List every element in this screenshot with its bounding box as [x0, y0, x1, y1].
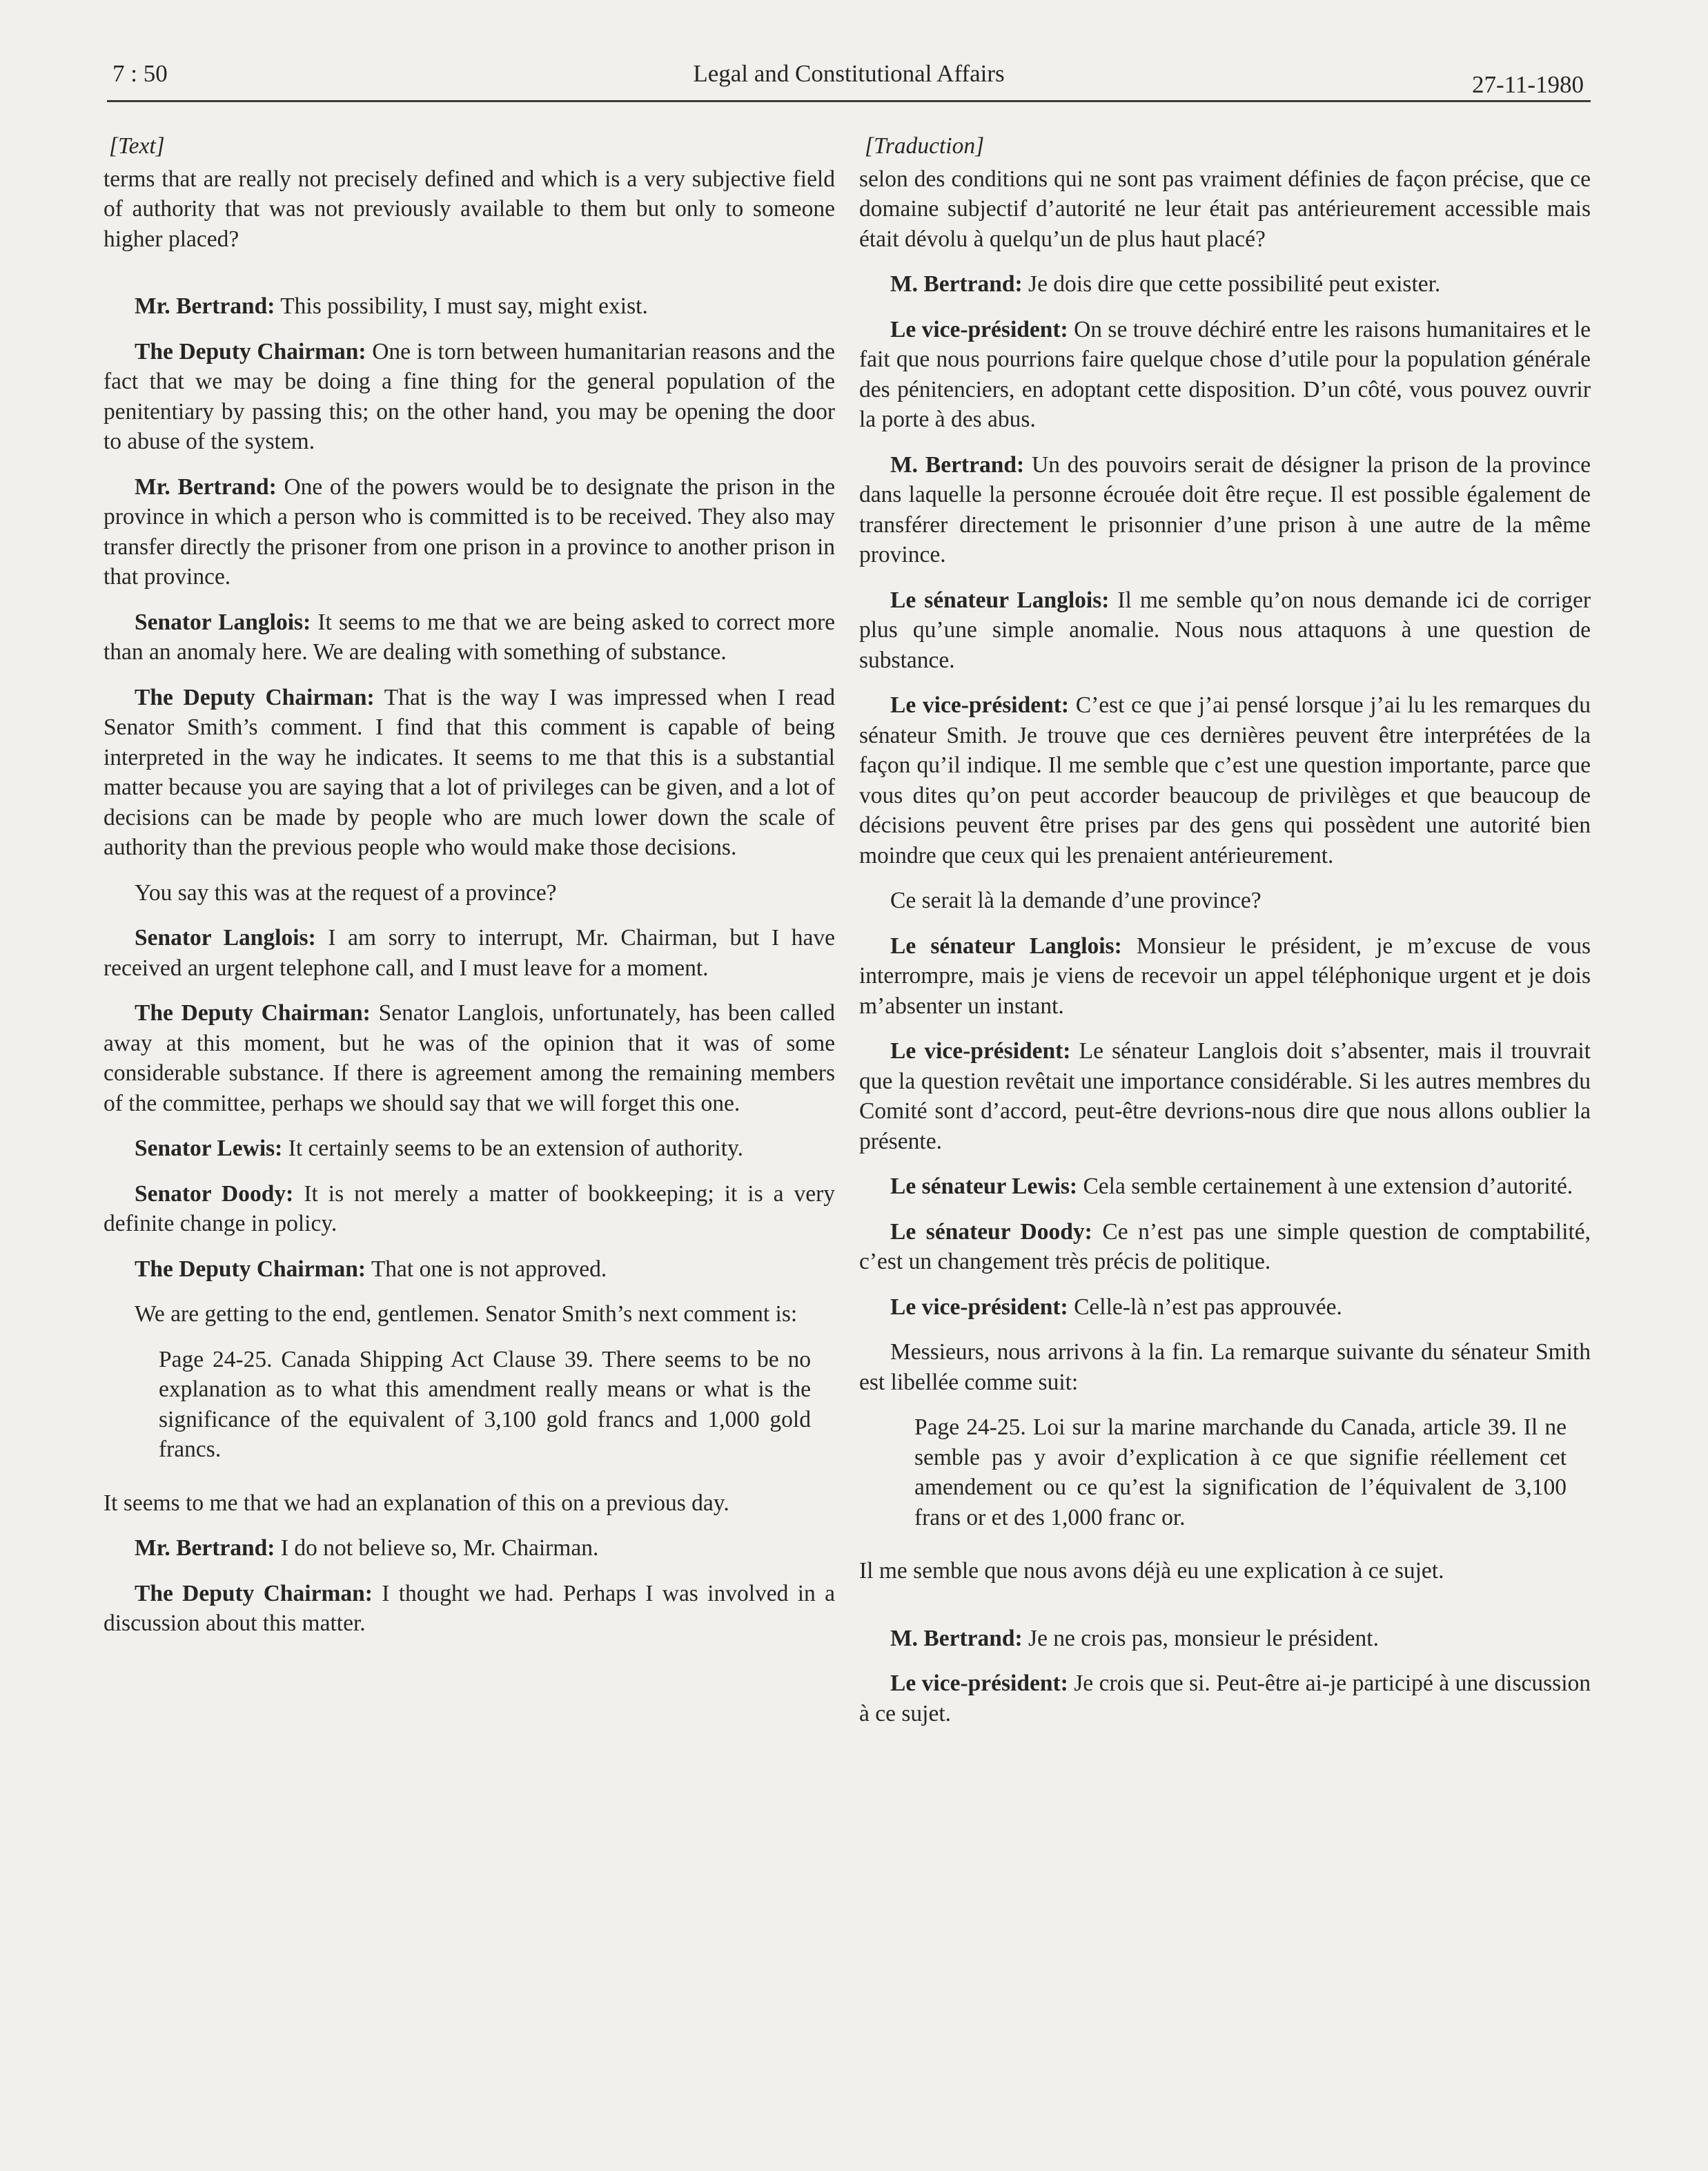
- speech-paragraph: [104, 1299, 835, 1330]
- speech-paragraph: [859, 886, 1591, 916]
- speech-list: [859, 269, 1591, 1397]
- speech-paragraph: [104, 1579, 835, 1639]
- english-column: [104, 131, 835, 1654]
- speech-paragraph: [859, 315, 1591, 435]
- speaker-name: Mr. Bertrand:: [135, 1535, 275, 1561]
- speech-paragraph: [104, 607, 835, 668]
- speech-paragraph: [104, 1254, 835, 1285]
- page-number: 7 : 50: [112, 60, 168, 87]
- speaker-name: Le sénateur Langlois:: [890, 933, 1122, 959]
- speech-text: It seems to me that we are being asked to correct more than an anomaly here. We are dealing with something of substance.: [104, 609, 835, 665]
- speech-text: Ce n’est pas une simple question de comptabilité, c’est un changement très précis de politique.: [859, 1218, 1591, 1274]
- speech-paragraph: [859, 690, 1591, 870]
- speech-text: Je dois dire que cette possibilité peut exister.: [1028, 271, 1441, 297]
- speech-text: Ce serait là la demande d’une province?: [890, 888, 1262, 913]
- speech-text: Cela semble certainement à une extension d’autorité.: [1083, 1174, 1573, 1199]
- speaker-name: Senator Lewis:: [135, 1136, 283, 1161]
- speech-paragraph: [104, 472, 835, 592]
- after-quote-paragraph: It seems to me that we had an explanation of this on a previous day.: [104, 1490, 729, 1516]
- speaker-name: Le sénateur Lewis:: [890, 1174, 1078, 1199]
- speech-paragraph: [104, 1133, 835, 1164]
- speech-paragraph: [859, 1337, 1591, 1397]
- speaker-name: Mr. Bertrand:: [135, 293, 275, 319]
- speaker-name: Senator Doody:: [135, 1180, 294, 1207]
- speech-text: C’est ce que j’ai pensé lorsque j’ai lu les remarques du sénateur Smith. Je trouve que ces dernières peuvent être interprétées de la façon qu’il indique. Il me semble que c’est une question importante, parce que vous dites qu’on peut accorder beaucoup de privilèges et que beaucoup de décisions peuvent être prises par des gens qui possèdent une autorité bien moindre que ceux qui les prenaient antérieurement.: [859, 692, 1591, 868]
- speech-text: One of the powers would be to designate the prison in the province in which a person who is committed is to be received. They also may transfer directly the prisoner from one prison in a province to another prison in that province.: [104, 474, 835, 590]
- quoted-comment: Page 24-25. Canada Shipping Act Clause 39. There seems to be no explanation as to what this amendment really means or what is the significance of the equivalent of 3,100 gold francs and 1,000 gold francs.: [159, 1346, 811, 1462]
- speech-paragraph: [104, 1533, 835, 1564]
- speech-paragraph: [859, 1036, 1591, 1156]
- speech-text: Monsieur le président, je m’excuse de vous interrompre, mais je viens de recevoir un appel téléphonique urgent et je dois m’absenter un instant.: [859, 933, 1591, 1019]
- speaker-name: Le vice-président:: [890, 316, 1068, 342]
- speaker-name: M. Bertrand:: [890, 1625, 1023, 1651]
- speech-text: Un des pouvoirs serait de désigner la prison de la province dans laquelle la personne écrouée doit être reçue. Il est possible également de transférer directement le prisonnier d’une prison à une autre de la même province.: [859, 451, 1591, 567]
- speech-paragraph: [859, 1292, 1591, 1323]
- speech-list: [104, 291, 835, 1330]
- speech-text: We are getting to the end, gentlemen. Senator Smith’s next comment is:: [135, 1301, 798, 1327]
- speech-text: Messieurs, nous arrivons à la fin. La remarque suivante du sénateur Smith est libellée comme suit:: [859, 1339, 1591, 1395]
- speech-paragraph: [859, 1624, 1591, 1654]
- speech-text: Celle-là n’est pas approuvée.: [1074, 1294, 1342, 1320]
- intro-paragraph: selon des conditions qui ne sont pas vraiment définies de façon précise, que ce domaine subjectif d’autorité ne leur était pas antérieurement accessible mais était dévolu à quelqu’un de plus haut placé?: [859, 166, 1591, 252]
- speech-paragraph: [859, 585, 1591, 676]
- speaker-name: The Deputy Chairman:: [135, 1000, 371, 1026]
- speech-text: It is not merely a matter of bookkeeping; it is a very definite change in policy.: [104, 1180, 836, 1236]
- speaker-name: Mr. Bertrand:: [135, 474, 277, 500]
- speech-text: I do not believe so, Mr. Chairman.: [280, 1535, 599, 1561]
- speech-paragraph: [104, 683, 835, 863]
- closing-list: [859, 1624, 1591, 1729]
- speech-text: I thought we had. Perhaps I was involved in a discussion about this matter.: [104, 1580, 835, 1636]
- closing-list: [104, 1533, 835, 1639]
- after-quote-paragraph: Il me semble que nous avons déjà eu une explication à ce sujet.: [859, 1558, 1444, 1584]
- quoted-comment: Page 24-25. Loi sur la marine marchande du Canada, article 39. Il ne semble pas y avoir d’explication à ce que signifie réellement cet amendement ou ce qu’est la signification de l’équivalent de 3,100 frans or et des 1,000 franc or.: [914, 1414, 1567, 1530]
- speech-text: Senator Langlois, unfortunately, has been called away at this moment, but he was of the opinion that it was of some considerable substance. If there is agreement among the remaining members of the committee, perhaps we should say that we will forget this one.: [104, 1000, 835, 1116]
- french-column: [859, 131, 1591, 1744]
- speech-text: That is the way I was impressed when I read Senator Smith’s comment. I find that this comment is capable of being interpreted in the way he indicates. It seems to me that this is a substantial matter because you are saying that a lot of privileges can be given, and a lot of decisions can be made by people who are much lower down the scale of authority than the previous people who would make those decisions.: [104, 684, 835, 860]
- speech-text: On se trouve déchiré entre les raisons humanitaires et le fait que nous pourrions faire quelque chose d’utile pour la population générale des pénitenciers, en adoptant cette disposition. D’un côté, vous pouvez ouvrir la porte à des abus.: [859, 316, 1591, 432]
- speech-text: Je crois que si. Peut-être ai-je participé à une discussion à ce sujet.: [859, 1671, 1591, 1726]
- speech-paragraph: [859, 269, 1591, 300]
- speaker-name: Le vice-président:: [890, 692, 1070, 718]
- speech-paragraph: [859, 931, 1591, 1022]
- running-title: Legal and Constitutional Affairs: [693, 60, 1005, 87]
- speaker-name: Le vice-président:: [890, 1671, 1068, 1696]
- speech-text: That one is not approved.: [371, 1256, 607, 1282]
- speech-paragraph: [104, 337, 835, 457]
- header-date: 27-11-1980: [1471, 71, 1584, 98]
- speech-text: Je ne crois pas, monsieur le président.: [1028, 1625, 1379, 1651]
- speech-text: I am sorry to interrupt, Mr. Chairman, but I have received an urgent telephone call, and I must leave for a moment.: [104, 925, 835, 981]
- speech-paragraph: [859, 1217, 1591, 1277]
- speech-paragraph: [104, 923, 835, 983]
- speaker-name: M. Bertrand:: [890, 271, 1023, 297]
- speaker-name: Le vice-président:: [890, 1294, 1068, 1320]
- speech-text: Le sénateur Langlois doit s’absenter, mais il trouvrait que la question revêtait une importance considérable. Si les autres membres du Comité sont d’accord, peut-être devrions-nous dire que nous allons oublier la présente.: [859, 1038, 1591, 1154]
- intro-paragraph: terms that are really not precisely defined and which is a very subjective field of authority that was not previously available to them but only to someone higher placed?: [104, 166, 835, 252]
- speaker-name: Senator Langlois:: [135, 609, 311, 635]
- speaker-name: The Deputy Chairman:: [135, 684, 375, 710]
- speech-paragraph: [104, 1179, 835, 1239]
- speech-paragraph: [104, 291, 835, 322]
- speech-text: Il me semble qu’on nous demande ici de corriger plus qu’une simple anomalie. Nous nous attaquons à une question de substance.: [859, 587, 1591, 673]
- speaker-name: M. Bertrand:: [890, 451, 1025, 478]
- section-label-text: [Text]: [109, 133, 165, 159]
- speaker-name: The Deputy Chairman:: [135, 1580, 373, 1606]
- speech-paragraph: [859, 1171, 1591, 1202]
- page-header: [107, 59, 1591, 102]
- speaker-name: The Deputy Chairman:: [135, 338, 366, 364]
- speech-text: It certainly seems to be an extension of authority.: [288, 1136, 743, 1161]
- speech-paragraph: [859, 450, 1591, 570]
- speaker-name: Senator Langlois:: [135, 925, 316, 951]
- speech-text: One is torn between humanitarian reasons and the fact that we may be doing a fine thing for the general population of the penitentiary by passing this; on the other hand, you may be opening the door to abuse of the system.: [104, 338, 836, 454]
- speech-paragraph: [859, 1668, 1591, 1729]
- speaker-name: Le sénateur Doody:: [890, 1218, 1092, 1245]
- speech-paragraph: [104, 878, 835, 908]
- speaker-name: The Deputy Chairman:: [135, 1256, 366, 1282]
- speech-paragraph: [104, 998, 835, 1118]
- speech-text: You say this was at the request of a province?: [135, 879, 557, 906]
- section-label-traduction: [Traduction]: [865, 133, 985, 159]
- speech-text: This possibility, I must say, might exist.: [280, 293, 648, 319]
- speaker-name: Le sénateur Langlois:: [890, 587, 1110, 613]
- speaker-name: Le vice-président:: [890, 1038, 1071, 1064]
